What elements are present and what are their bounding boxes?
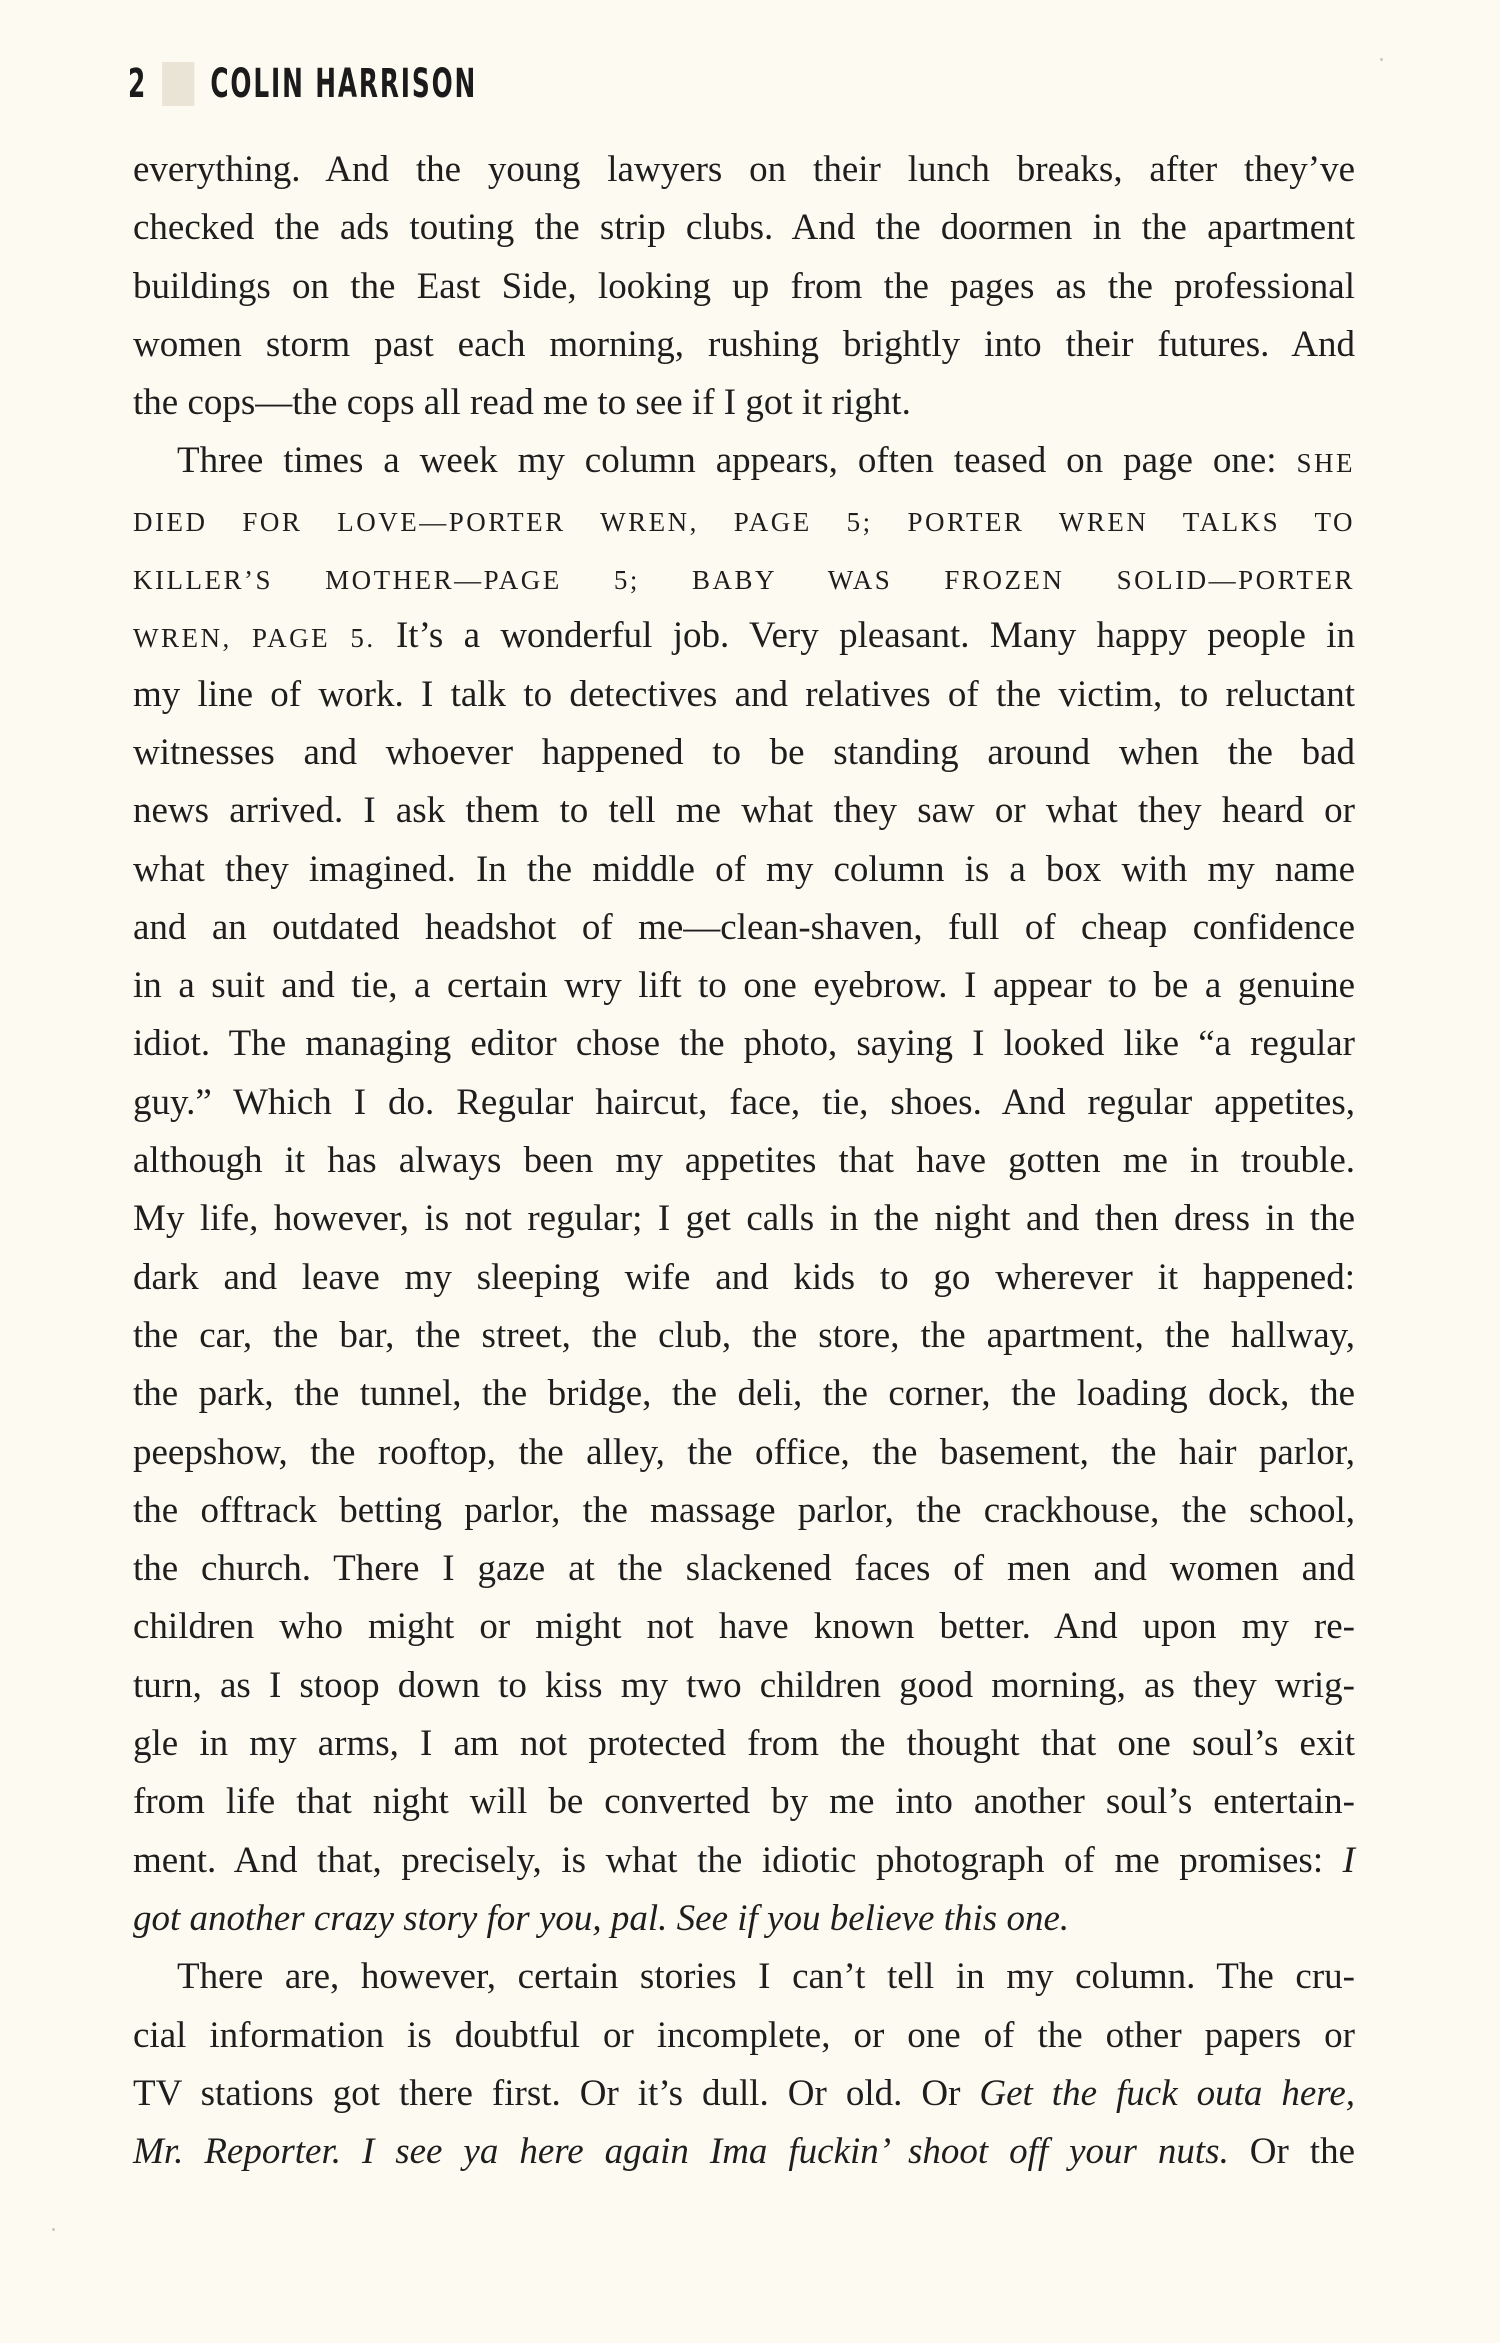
text-segment: in a suit and tie, a certain wry lift to one eyebrow. I appear to be a genuine (133, 965, 1355, 1007)
text-line (133, 666, 1355, 724)
text-segment: turn, as I stoop down to kiss my two children good morning, as they wrig- (133, 1664, 1355, 1706)
text-segment: the park, the tunnel, the bridge, the deli, the corner, the loading dock, the (133, 1373, 1355, 1415)
text-line (133, 549, 1355, 607)
text-segment: It’s a wonderful job. Very pleasant. Many happy people in (375, 615, 1355, 657)
text-line (133, 1132, 1355, 1190)
text-segment: everything. And the young lawyers on their lunch breaks, after they’ve (133, 149, 1355, 190)
text-segment: women storm past each morning, rushing brightly into their futures. And (133, 323, 1355, 365)
text-line (133, 1307, 1355, 1365)
italic-text: got another crazy story for you, pal. See if you believe this one. (133, 1897, 1070, 1939)
italic-text: Get the fuck outa here, (979, 2072, 1355, 2114)
text-segment: buildings on the East Side, looking up from the pages as the professional (133, 265, 1355, 307)
text-line (133, 1715, 1355, 1773)
text-segment: dark and leave my sleeping wife and kids to go wherever it happened: (133, 1256, 1355, 1298)
text-segment: what they imagined. In the middle of my column is a box with my name (133, 848, 1355, 890)
text-line (133, 1249, 1355, 1307)
text-segment: witnesses and whoever happened to be standing around when the bad (133, 731, 1355, 773)
text-segment: peepshow, the rooftop, the alley, the office, the basement, the hair parlor, (133, 1431, 1355, 1473)
text-line (133, 1190, 1355, 1248)
text-segment: the church. There I gaze at the slackened faces of men and women and (133, 1548, 1355, 1590)
text-segment: the car, the bar, the street, the club, the store, the apartment, the hallway, (133, 1314, 1355, 1356)
text-segment: Or the (1228, 2131, 1355, 2173)
text-line (133, 1948, 1355, 2006)
text-line (133, 2007, 1355, 2065)
text-segment: news arrived. I ask them to tell me what they saw or what they heard or (133, 790, 1355, 832)
text-segment: TV stations got there first. Or it’s dull. Or old. Or (133, 2072, 980, 2114)
text-line (133, 141, 1355, 199)
text-segment: checked the ads touting the strip clubs. And the doormen in the apartment (133, 207, 1355, 249)
text-segment: and an outdated headshot of me—clean-shaven, full of cheap confidence (133, 906, 1355, 948)
text-line (133, 1540, 1355, 1598)
text-segment: Three times a week my column appears, often teased on page one: (177, 440, 1297, 482)
text-line (133, 2123, 1355, 2181)
text-line (133, 491, 1355, 549)
text-line (133, 724, 1355, 782)
page-number: 2 (128, 61, 148, 107)
text-line (133, 258, 1355, 316)
text-line (133, 957, 1355, 1015)
italic-text: Mr. Reporter. I see ya here again Ima fuckin’ shoot off your nuts. (133, 2131, 1229, 2173)
text-line (133, 2065, 1355, 2123)
text-segment: the offtrack betting parlor, the massage parlor, the crackhouse, the school, (133, 1489, 1355, 1531)
text-line (133, 1074, 1355, 1132)
text-line (133, 1424, 1355, 1482)
text-segment: There are, however, certain stories I can’t tell in my column. The cru- (177, 1956, 1355, 1998)
text-segment: from life that night will be converted by me into another soul’s entertain- (133, 1781, 1355, 1823)
smallcaps-headline: WREN, PAGE 5. (133, 623, 376, 654)
text-line (133, 1890, 1355, 1948)
paper-speck (52, 2228, 55, 2231)
text-line (133, 607, 1355, 665)
text-segment: My life, however, is not regular; I get calls in the night and then dress in the (133, 1198, 1355, 1240)
text-line (133, 1773, 1355, 1831)
text-segment: my line of work. I talk to detectives and relatives of the victim, to reluctant (133, 673, 1355, 715)
text-line (133, 841, 1355, 899)
text-segment: although it has always been my appetites that have gotten me in trouble. (133, 1140, 1355, 1182)
smallcaps-headline: DIED FOR LOVE—PORTER WREN, PAGE 5; PORTER WREN TALKS TO (133, 506, 1355, 537)
text-line (133, 1832, 1355, 1890)
text-line (133, 374, 1355, 432)
body-text (133, 141, 1355, 2181)
text-line (133, 782, 1355, 840)
smallcaps-headline: KILLER’S MOTHER—PAGE 5; BABY WAS FROZEN SOLID—PORTER (133, 565, 1355, 596)
header-ornament (162, 62, 194, 106)
text-line (133, 316, 1355, 374)
text-segment: guy.” Which I do. Regular haircut, face, tie, shoes. And regular appetites, (133, 1081, 1355, 1123)
smallcaps-headline: SHE (1296, 448, 1355, 479)
text-segment: children who might or might not have known better. And upon my re- (133, 1606, 1355, 1648)
text-line (133, 199, 1355, 257)
text-segment: ment. And that, precisely, is what the idiotic photograph of me promises: (133, 1839, 1343, 1881)
paper-speck (1380, 58, 1383, 61)
text-line (133, 1015, 1355, 1073)
text-segment: cial information is doubtful or incomplete, or one of the other papers or (133, 2014, 1355, 2056)
text-line (133, 432, 1355, 490)
italic-text: I (1342, 1839, 1355, 1881)
text-segment: idiot. The managing editor chose the photo, saying I looked like “a regular (133, 1023, 1355, 1065)
running-head (128, 58, 477, 110)
text-segment: gle in my arms, I am not protected from the thought that one soul’s exit (133, 1723, 1355, 1765)
text-line (133, 1598, 1355, 1656)
text-line (133, 1482, 1355, 1540)
text-line (133, 1365, 1355, 1423)
text-line (133, 899, 1355, 957)
author-name: COLIN HARRISON (210, 61, 478, 107)
text-line (133, 1657, 1355, 1715)
text-segment: the cops—the cops all read me to see if I got it right. (133, 382, 911, 424)
